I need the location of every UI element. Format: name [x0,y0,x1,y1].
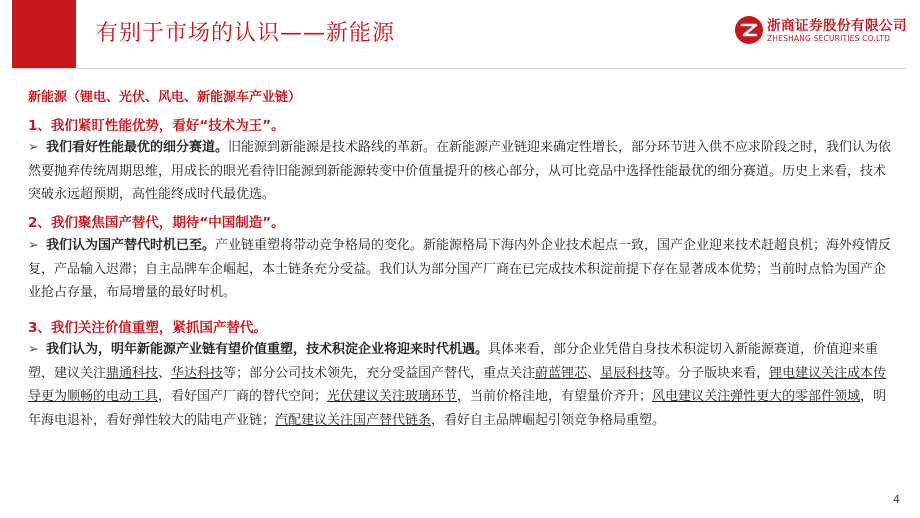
bullet-arrow-icon: ➢ [28,140,39,155]
section-3-text: 等；部分公司技术领先，充分受益国产替代，重点关注 [223,365,536,381]
section-1-paragraph [28,136,894,207]
section-3-text: 等。分子版块来看， [652,365,770,381]
section-3-text: ，看好自主品牌崛起引领竞争格局重塑。 [431,412,666,428]
company-name-cn: 浙商证券股份有限公司 [767,18,907,34]
section-3-lead: 我们认为，明年新能源产业链有望价值重塑，技术积淀企业将迎来时代机遇。 [46,342,489,357]
bullet-arrow-icon: ➢ [28,238,39,253]
sector-recommendation: 风电建议关注弹性更大的零部件领域 [652,389,861,404]
page-title: 有别于市场的认识——新能源 [96,21,396,46]
company-name-en: ZHESHANG SECURITIES CO.LTD [767,34,891,43]
section-subtitle: 新能源（锂电、光伏、风电、新能源车产业链） [28,90,302,105]
section-3-text: ，明年海电退补，看好弹性较大的陆电产业链； [28,389,887,428]
separator-text: 、 [158,365,172,381]
sector-recommendation: 汽配建议关注国产替代链条 [275,412,432,428]
company-link: 鼎通科技 [106,365,159,381]
section-3-paragraph [28,338,894,432]
company-link: 华达科技 [171,365,224,381]
section-1-heading: 1、我们紧盯性能优势，看好“技术为王”。 [28,118,285,134]
header-divider [12,68,906,69]
section-2-text: 产业链重塑将带动竞争格局的变化。新能源格局下海内外企业技术起点一致，国产企业迎来技术赶超良机；海外疫情反复，产品输入迟滞；自主品牌车企崛起，本土链条充分受益。我们认为部分国产厂商在已完成技术积淀前提下存在显著成本优势；当前时点恰为国产企业抢占存量，布局增量的最好时机。 [28,238,892,300]
separator-text: 、 [587,365,601,381]
section-2-heading: 2、我们聚焦国产替代，期待“中国制造”。 [28,215,285,231]
header-accent-block [12,0,76,68]
section-3-heading: 3、我们关注价值重塑，紧抓国产替代。 [28,320,267,336]
company-link: 星辰科技 [600,365,653,381]
section-3-text: ，当前价格洼地，有望量价齐升； [457,389,653,404]
sector-recommendation: 锂电建议关注成本传导更为顺畅的电动工具 [28,365,887,404]
sector-recommendation: 光伏建议关注玻璃环节 [327,389,458,404]
company-link: 蔚蓝锂芯 [535,365,588,381]
company-logo-icon [733,14,765,46]
section-1-lead: 我们看好性能最优的细分赛道。 [46,140,229,155]
section-2-paragraph [28,234,894,305]
section-3-text: ，看好国产厂商的替代空间； [158,389,328,404]
section-2-lead: 我们认为国产替代时机已至。 [46,238,216,253]
section-1-text: 旧能源到新能源是技术路线的革新。在新能源产业链迎来确定性增长，部分环节进入供不应求阶段之时，我们认为依然要抛弃传统周期思维，用成长的眼光看待旧能源到新能源转变中价值量提升的核心部分，从可比竞品中选择性能最优的细分赛道。历史上来看，技术突破永远超预期，高性能终成时代最优选。 [28,140,892,202]
page-number: 4 [893,493,900,506]
section-3-text: 具体来看，部分企业凭借自身技术积淀切入新能源赛道，价值迎来重塑，建议关注 [28,342,879,381]
company-logo [733,10,907,54]
bullet-arrow-icon: ➢ [28,342,39,357]
